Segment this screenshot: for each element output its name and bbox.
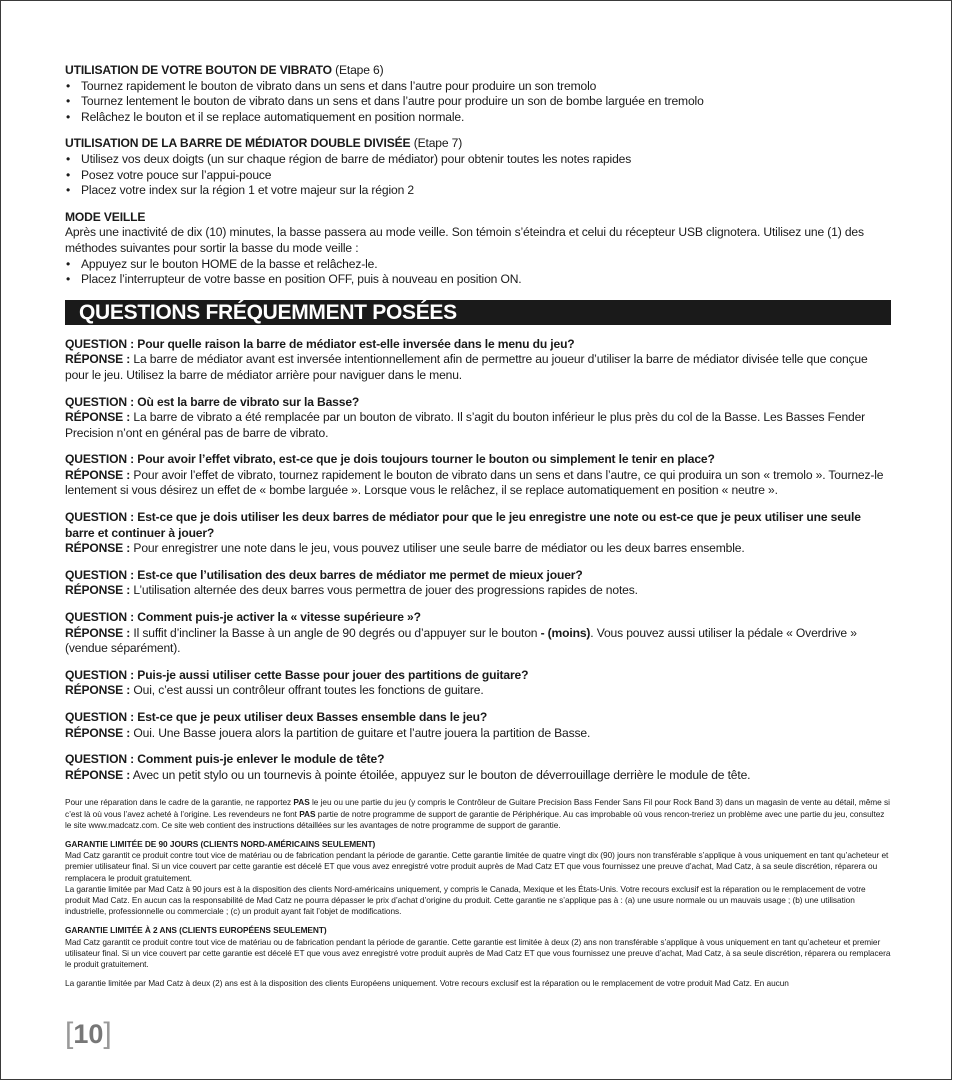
- sleep-text: Après une inactivité de dix (10) minutes, la basse passera au mode veille. Son témoin s’éteindra et celui du récepteur USB clignotera. Utilisez une (1) des méthodes suivantes pour sortir la basse du mode veille :: [65, 225, 864, 255]
- faq-question: [65, 395, 891, 411]
- strum-section: [65, 136, 891, 198]
- sleep-section: [65, 210, 891, 288]
- vibrato-step: (Etape 6): [335, 63, 384, 77]
- faq-answer: [65, 541, 891, 557]
- list-item: • Utilisez vos deux doigts (un sur chaque région de barre de médiator) pour obtenir toutes les notes rapides: [65, 152, 891, 168]
- strum-heading-text: UTILISATION DE LA BARRE DE MÉDIATOR DOUBLE DIVISÉE: [65, 136, 411, 151]
- sleep-list: [65, 257, 891, 288]
- faq-answer: [65, 468, 891, 499]
- faq-item: [65, 510, 891, 557]
- question-label: QUESTION :: [65, 710, 135, 724]
- faq-question: [65, 337, 891, 353]
- eu-warranty-p2: La garantie limitée par Mad Catz à deux (2) ans est à la disposition des clients Européens uniquement. Votre recours exclusif est la réparation ou le remplacement de votre produit Mad Catz. En aucun: [65, 978, 789, 989]
- faq-question: [65, 668, 891, 684]
- na-warranty-p1: Mad Catz garantit ce produit contre tout vice de matériau ou de fabrication pendant la période de garantie. Cette garantie limitée de quatre vingt dix (90) jours non transférable s’applique à vous uniquement en tant qu’acheteur et premier utilisateur final. Si un vice couvert par cette garantie est décelé ET que vous avez enregistré votre produit auprès de Mad Catz ET que vous fournissez une preuve d’achat, Mad Catz, à sa seule discrétion, réparera ou remplacera le produit gratuitement.: [65, 850, 889, 883]
- question-text: Est-ce que l’utilisation des deux barres de médiator me permet de mieux jouer?: [137, 567, 583, 582]
- eu-warranty-title: GARANTIE LIMITÉE À 2 ANS (CLIENTS EUROPÉENS SEULEMENT): [65, 925, 327, 936]
- faq-item: [65, 568, 891, 599]
- faq-item: [65, 395, 891, 442]
- question-text: Est-ce que je peux utiliser deux Basses ensemble dans le jeu?: [137, 710, 488, 724]
- faq-question: [65, 752, 891, 768]
- faq-question: [65, 452, 891, 468]
- list-item: • Placez votre index sur la région 1 et votre majeur sur la région 2: [65, 183, 891, 199]
- question-label: QUESTION :: [65, 752, 135, 767]
- question-label: QUESTION :: [65, 452, 135, 467]
- faq-answer: [65, 410, 891, 441]
- faq-item: [65, 668, 891, 699]
- answer-text: Oui. Une Basse jouera alors la partition de guitare et l’autre jouera la partition de Basse.: [133, 725, 591, 740]
- answer-label: RÉPONSE :: [65, 541, 131, 556]
- na-warranty: [65, 839, 891, 917]
- faq-answer: [65, 768, 891, 784]
- question-text: Pour avoir l’effet vibrato, est-ce que je dois toujours tourner le bouton ou simplement le tenir en place?: [137, 452, 715, 467]
- faq-question: [65, 710, 891, 726]
- page-number-value: 10: [73, 1019, 104, 1049]
- faq-item: [65, 710, 891, 741]
- question-label: QUESTION :: [65, 667, 135, 682]
- vibrato-heading: [65, 63, 891, 79]
- answer-label: RÉPONSE :: [65, 725, 131, 740]
- emphasis-pas: PAS: [299, 808, 316, 819]
- eu-warranty: [65, 925, 891, 970]
- answer-text: La barre de vibrato a été remplacée par un bouton de vibrato. Il s’agit du bouton inférieur le plus près du col de la Basse. Les Basses Fender Precision n’ont en général pas de barre de vibrato.: [65, 410, 866, 440]
- answer-label: RÉPONSE :: [65, 625, 131, 640]
- faq-question: [65, 610, 891, 626]
- strum-heading: [65, 136, 891, 152]
- vibrato-list: [65, 79, 891, 126]
- answer-label: RÉPONSE :: [65, 467, 131, 482]
- answer-text: Pour enregistrer une note dans le jeu, vous pouvez utiliser une seule barre de médiator ou les deux barres ensemble.: [133, 541, 745, 556]
- eu-warranty-p1: Mad Catz garantit ce produit contre tout vice de matériau ou de fabrication pendant la période de garantie. Cette garantie est limitée à deux (2) ans non transférable s’applique à vous uniquement en tant qu’acheteur et premier utilisateur final. Si un vice couvert par cette garantie est décelé ET que vous avez enregistré votre produit auprès de Mad Catz ET que vous fournissez une preuve d’achat, Mad Catz, à sa seule discrétion, réparera ou remplacera le produit gratuitement.: [65, 936, 891, 970]
- answer-text: Il suffit d’incliner la Basse à un angle de 90 degrés ou d’appuyer sur le bouton: [133, 625, 538, 640]
- question-label: QUESTION :: [65, 510, 135, 525]
- faq-banner: QUESTIONS FRÉQUEMMENT POSÉES: [65, 300, 891, 325]
- vibrato-heading-text: UTILISATION DE VOTRE BOUTON DE VIBRATO: [65, 63, 332, 77]
- list-item: • Placez l’interrupteur de votre basse en position OFF, puis à nouveau en position ON.: [65, 272, 891, 288]
- na-warranty-title: GARANTIE LIMITÉE DE 90 JOURS (CLIENTS NORD-AMÉRICAINS SEULEMENT): [65, 838, 376, 849]
- minus-button-label: - (moins): [540, 625, 591, 640]
- warranty-intro-text: le jeu ou une partie du jeu (y compris le Contrôleur de Guitare Precision Bass Fender Sans Fil pour Rock Band 3) dans un magasin de vente au détail, même si c’est là où vous l’avez acheté à l’origine. Les revendeurs ne font: [65, 797, 890, 819]
- question-text: Comment puis-je enlever le module de tête?: [137, 752, 385, 767]
- emphasis-pas: PAS: [293, 797, 310, 808]
- answer-text: Oui, c’est aussi un contrôleur offrant toutes les fonctions de guitare.: [133, 683, 484, 698]
- question-label: QUESTION :: [65, 567, 135, 582]
- faq-answer: [65, 626, 891, 657]
- list-item: • Appuyez sur le bouton HOME de la basse et relâchez-le.: [65, 257, 891, 273]
- answer-text: L’utilisation alternée des deux barres vous permettra de jouer des progressions rapides de notes.: [133, 583, 638, 598]
- answer-label: RÉPONSE :: [65, 352, 131, 367]
- question-label: QUESTION :: [65, 336, 135, 351]
- faq-answer: [65, 583, 891, 599]
- warranty-intro-text: Pour une réparation dans le cadre de la garantie, ne rapportez: [65, 797, 292, 808]
- answer-label: RÉPONSE :: [65, 410, 131, 425]
- question-label: QUESTION :: [65, 610, 135, 625]
- answer-label: RÉPONSE :: [65, 583, 131, 598]
- sleep-heading: MODE VEILLE: [65, 209, 146, 224]
- na-warranty-p2: La garantie limitée par Mad Catz à 90 jours est à la disposition des clients Nord-américains uniquement, y compris le Canada, Mexique et les États-Unis. Votre recours exclusif est la réparation ou le remplacement de votre produit Mad Catz. En aucun cas la responsabilité de Mad Catz ne pourra dépasser le prix d’achat d’origine du produit. Cette garantie ne s’applique pas à : (a) une usure normale ou un mauvais usage ; (b) une utilisation industrielle, professionnelle ou commerciale ; (c) un produit ayant fait l’objet de modifications.: [65, 883, 866, 917]
- warranty-intro: [65, 797, 891, 831]
- question-text: Où est la barre de vibrato sur la Basse?: [137, 394, 360, 409]
- faq-question: [65, 510, 891, 541]
- question-text: Puis-je aussi utiliser cette Basse pour jouer des partitions de guitare?: [137, 667, 529, 682]
- list-item: • Posez votre pouce sur l’appui-pouce: [65, 168, 891, 184]
- answer-label: RÉPONSE :: [65, 683, 131, 698]
- warranty-fine-print: [65, 797, 891, 989]
- faq-answer: [65, 352, 891, 383]
- faq-item: [65, 337, 891, 384]
- warranty-intro-text: partie de notre programme de support de garantie de Périphérique. Au cas improbable où vous rencon-treriez un problème avec une partie du jeu, consultez le site www.madcatz.com. Ce site web contient des instructions détaillées sur les avantages de notre programme de support de garantie.: [65, 808, 885, 830]
- faq-item: [65, 452, 891, 499]
- answer-label: RÉPONSE :: [65, 767, 131, 782]
- list-item: • Tournez rapidement le bouton de vibrato dans un sens et dans l’autre pour produire un son tremolo: [65, 79, 891, 95]
- page-bracket-open: [: [65, 1017, 74, 1050]
- faq-item: [65, 610, 891, 657]
- page-bracket-close: ]: [103, 1017, 112, 1050]
- strum-step: (Etape 7): [413, 136, 463, 151]
- faq-answer: [65, 683, 891, 699]
- question-text: Comment puis-je activer la « vitesse supérieure »?: [137, 610, 421, 625]
- vibrato-section: [65, 63, 891, 125]
- faq-answer: [65, 726, 891, 742]
- faq-question: [65, 568, 891, 584]
- answer-text: Pour avoir l’effet de vibrato, tournez rapidement le bouton de vibrato dans un sens et dans l’autre, ce qui produira un son « tremolo ». Tournez-le lentement si vous désirez un effet de « bombe larguée ». Lorsque vous le relâchez, il se replace automatiquement en position « neutre ».: [65, 467, 884, 498]
- question-text: Est-ce que je dois utiliser les deux barres de médiator pour que le jeu enregistre une note ou est-ce que je peux utiliser une seule barre et continuer à jouer?: [65, 510, 861, 540]
- answer-text: Avec un petit stylo ou un tournevis à pointe étoilée, appuyez sur le bouton de déverrouillage derrière le module de tête.: [132, 767, 751, 782]
- page-number: [65, 1019, 112, 1049]
- answer-text: La barre de médiator avant est inversée intentionnellement afin de permettre au joueur d’utiliser la barre de médiator divisée telle que conçue pour le jeu. Utilisez la barre de médiator arrière pour naviguer dans le menu.: [65, 352, 868, 382]
- answer-text-end: . Vous pouvez aussi utiliser la pédale « Overdrive » (vendue séparément).: [65, 625, 857, 656]
- strum-list: [65, 152, 891, 199]
- faq-item: [65, 752, 891, 783]
- page-content: [65, 63, 891, 989]
- list-item: • Tournez lentement le bouton de vibrato dans un sens et dans l’autre pour produire un son de bombe larguée en tremolo: [65, 94, 891, 110]
- question-text: Pour quelle raison la barre de médiator est-elle inversée dans le menu du jeu?: [137, 336, 575, 351]
- list-item: • Relâchez le bouton et il se replace automatiquement en position normale.: [65, 110, 891, 126]
- question-label: QUESTION :: [65, 394, 135, 409]
